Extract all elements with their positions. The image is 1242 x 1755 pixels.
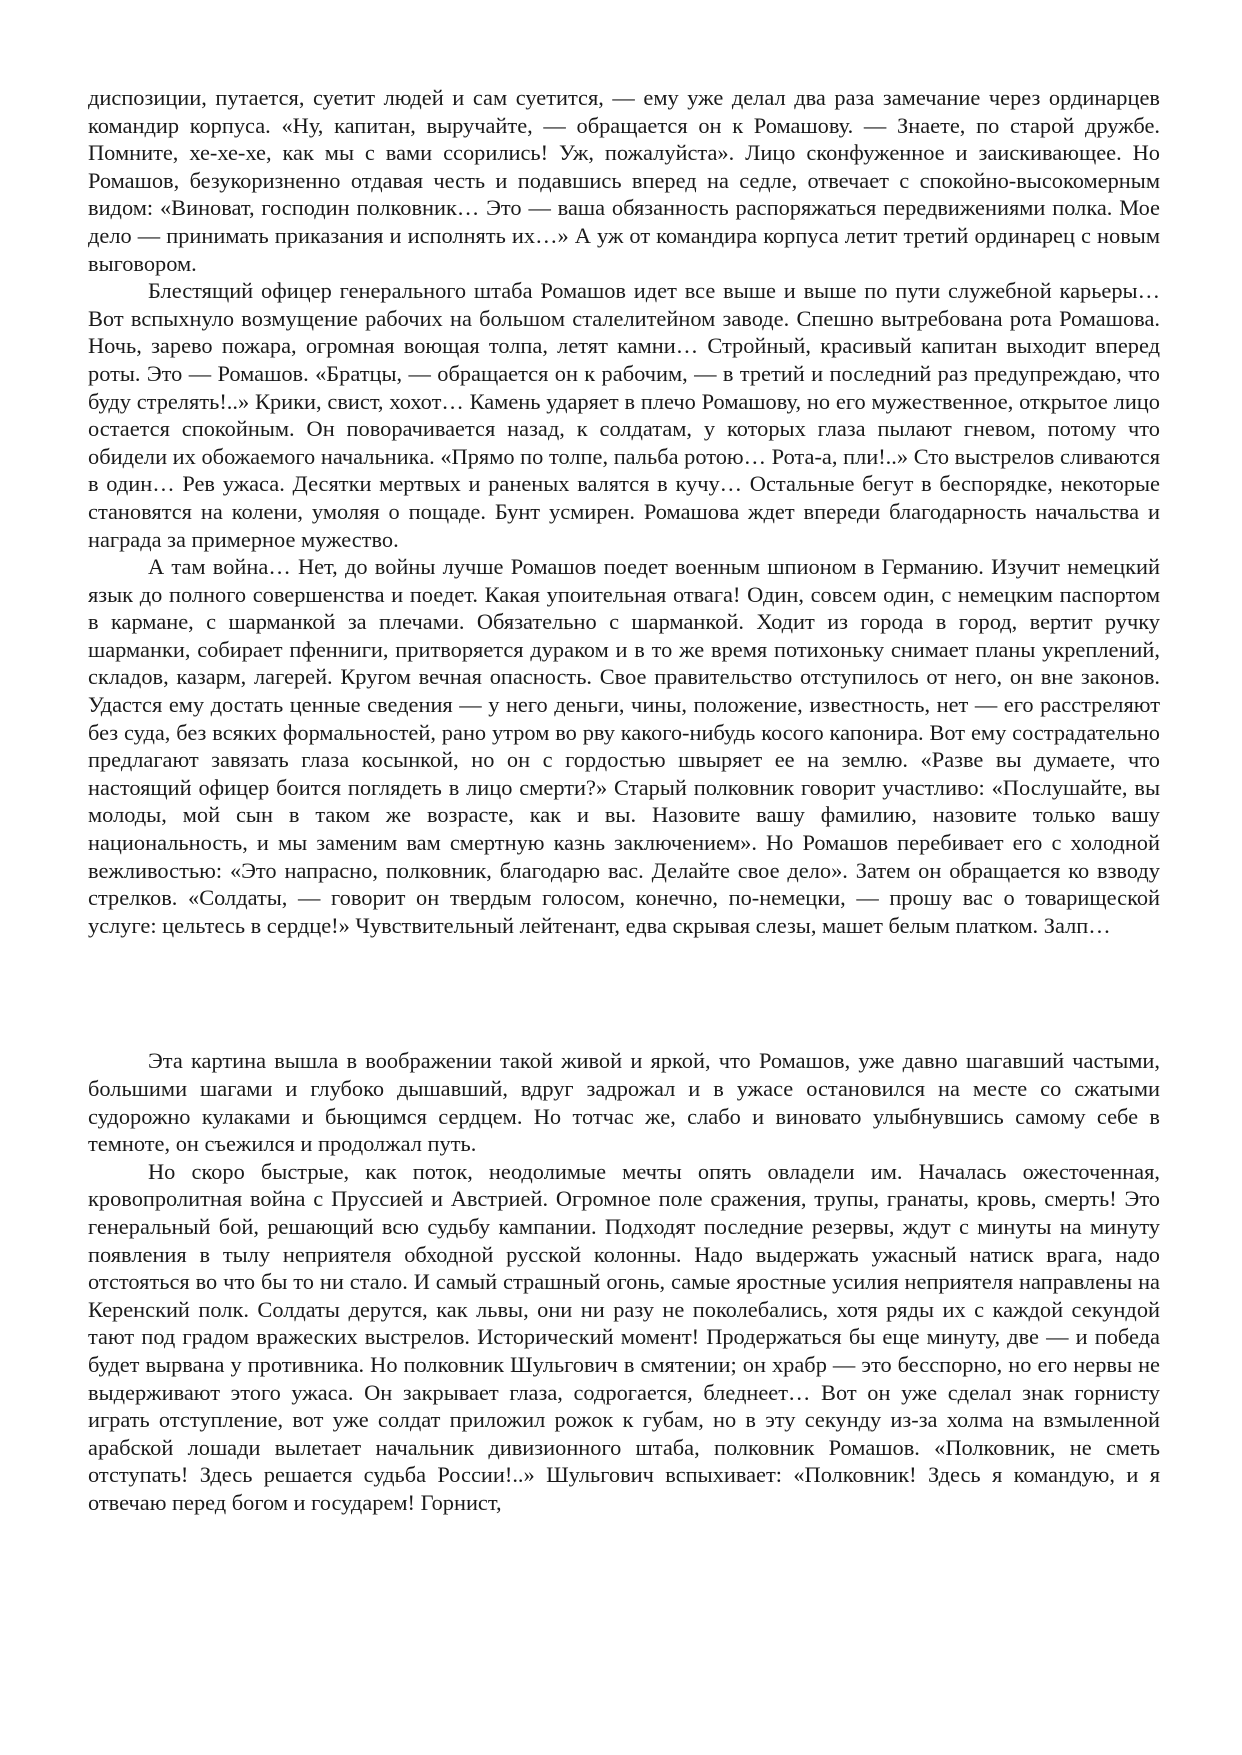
paragraph-2: Блестящий офицер генерального штаба Ромашов идет все выше и выше по пути служебной карьеры… Вот вспыхнуло возмущение рабочих на большом сталелитейном заводе. Спешно вытребована рота Ромашова. Ночь, зарево пожара, огромная воющая толпа, летят камни… Стройный, красивый капитан выходит вперед роты. Это — Ромашов. «Братцы, — обращается он к рабочим, — в третий и последний раз предупреждаю, что буду стрелять!..» Крики, свист, хохот… Камень ударяет в плечо Ромашову, но его мужественное, открытое лицо остается спокойным. Он поворачивается назад, к солдатам, у которых глаза пылают гневом, потому что обидели их обожаемого начальника. «Прямо по толпе, пальба ротою… Рота-а, пли!..» Сто выстрелов сливаются в один… Рев ужаса. Десятки мертвых и раненых валятся в кучу… Остальные бегут в беспорядке, некоторые становятся на колени, умоляя о пощаде. Бунт усмирен. Ромашова ждет впереди благодарность начальства и награда за примерное мужество. bbox=[88, 278, 1160, 552]
paragraph-5: Но скоро быстрые, как поток, неодолимые мечты опять овладели им. Началась ожесточенная, кровопролитная война с Пруссией и Австрией. Огромное поле сражения, трупы, гранаты, кровь, смерть! Это генеральный бой, решающий всю судьбу кампании. Подходят последние резервы, ждут с минуты на минуту появления в тылу неприятеля обходной русской колонны. Надо выдержать ужасный натиск врага, надо отстояться во что бы то ни стало. И самый страшный огонь, самые яростные усилия неприятеля направлены на Керенский полк. Солдаты дерутся, как львы, они ни разу не поколебались, хотя ряды их с каждой секундой тают под градом вражеских выстрелов. Исторический момент! Продержаться бы еще минуту, две — и победа будет вырвана у противника. Но полковник Шульгович в смятении; он храбр — это бесспорно, но его нервы не выдерживают этого ужаса. Он закрывает глаза, содрогается, бледнеет… Вот он уже сделал знак горнисту играть отступление, вот уже солдат приложил рожок к губам, но в эту секунду из-за холма на взмыленной арабской лошади вылетает начальник дивизионного штаба, полковник Ромашов. «Полковник, не сметь отступать! Здесь решается судьба России!..» Шульгович вспыхивает: «Полковник! Здесь я командую, и я отвечаю перед богом и государем! Горнист, bbox=[88, 1158, 1160, 1515]
section-gap bbox=[88, 939, 1160, 1047]
paragraph-4: Эта картина вышла в воображении такой живой и яркой, что Ромашов, уже давно шагавший частыми, большими шагами и глубоко дышавший, вдруг задрожал и в ужасе остановился на месте со сжатыми судорожно кулаками и бьющимся сердцем. Но тотчас же, слабо и виновато улыбнувшись самому себе в темноте, он съежился и продолжал путь. bbox=[88, 1048, 1160, 1157]
document-page bbox=[88, 84, 1160, 1517]
paragraph-1: диспозиции, путается, суетит людей и сам суетится, — ему уже делал два раза замечание через ординарцев командир корпуса. «Ну, капитан, выручайте, — обращается он к Ромашову. — Знаете, по старой дружбе. Помните, хе-хе-хе, как мы с вами ссорились! Уж, пожалуйста». Лицо сконфуженное и заискивающее. Но Ромашов, безукоризненно отдавая честь и подавшись вперед на седле, отвечает с спокойно-высокомерным видом: «Виноват, господин полковник… Это — ваша обязанность распоряжаться передвижениями полка. Мое дело — принимать приказания и исполнять их…» А уж от командира корпуса летит третий ординарец с новым выговором. bbox=[88, 85, 1160, 276]
paragraph-3: А там война… Нет, до войны лучше Ромашов поедет военным шпионом в Германию. Изучит немецкий язык до полного совершенства и поедет. Какая упоительная отвага! Один, совсем один, с немецким паспортом в кармане, с шарманкой за плечами. Обязательно с шарманкой. Ходит из города в город, вертит ручку шарманки, собирает пфенниги, притворяется дураком и в то же время потихоньку снимает планы укреплений, складов, казарм, лагерей. Кругом вечная опасность. Свое правительство отступилось от него, он вне законов. Удастся ему достать ценные сведения — у него деньги, чины, положение, известность, нет — его расстреляют без суда, без всяких формальностей, рано утром во рву какого-нибудь косого капонира. Вот ему сострадательно предлагают завязать глаза косынкой, но он с гордостью швыряет ее на землю. «Разве вы думаете, что настоящий офицер боится поглядеть в лицо смерти?» Старый полковник говорит участливо: «Послушайте, вы молоды, мой сын в таком же возрасте, как и вы. Назовите вашу фамилию, назовите только вашу национальность, и мы заменим вам смертную казнь заключением». Но Ромашов перебивает его с холодной вежливостью: «Это напрасно, полковник, благодарю вас. Делайте свое дело». Затем он обращается ко взводу стрелков. «Солдаты, — говорит он твердым голосом, конечно, по-немецки, — прошу вас о товарищеской услуге: цельтесь в сердце!» Чувствительный лейтенант, едва скрывая слезы, машет белым платком. Залп… bbox=[88, 554, 1160, 938]
